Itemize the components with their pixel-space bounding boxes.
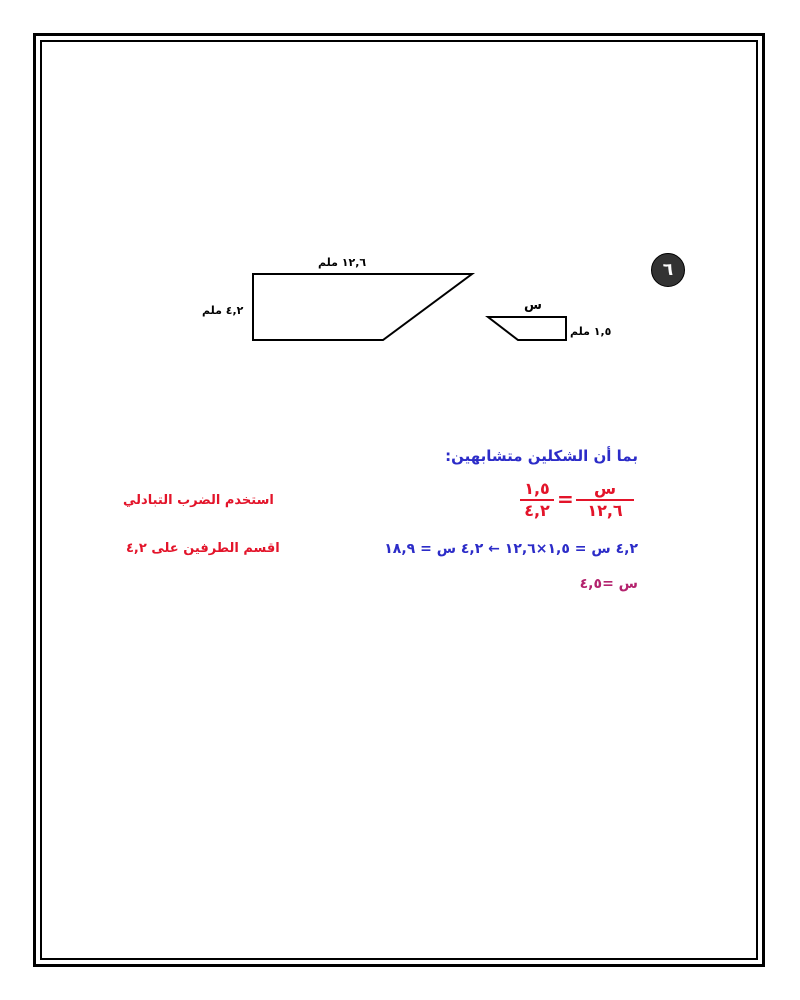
equals-sign: = [557, 487, 574, 511]
step-equation: ٤,٢ س = ١,٥×١٢,٦ ← ٤,٢ س = ١٨,٩ [384, 541, 638, 557]
fraction-left-denominator: ١٢,٦ [587, 501, 623, 520]
small-trapezoid [488, 317, 566, 340]
fraction-right-numerator: ١,٥ [524, 479, 550, 498]
fraction-left [576, 480, 634, 520]
hint-divide: اقسم الطرفين على ٤,٢ [126, 541, 280, 556]
problem-number-badge: ٦ [651, 253, 685, 287]
small-top-label: س [524, 298, 542, 313]
fraction-right-denominator: ٤,٢ [524, 501, 550, 520]
large-top-label: ١٢,٦ ملم [318, 256, 367, 269]
hint-cross-multiply: استخدم الضرب التبادلي [123, 493, 274, 508]
large-trapezoid [253, 274, 472, 340]
large-side-label: ٤,٢ ملم [202, 304, 244, 317]
fraction-right [520, 480, 554, 520]
solution-heading: بما أن الشكلين متشابهين: [445, 447, 638, 465]
fraction-left-numerator: س [593, 479, 617, 498]
small-side-label: ١,٥ ملم [570, 325, 612, 338]
final-answer: س =٤,٥ [579, 576, 638, 592]
